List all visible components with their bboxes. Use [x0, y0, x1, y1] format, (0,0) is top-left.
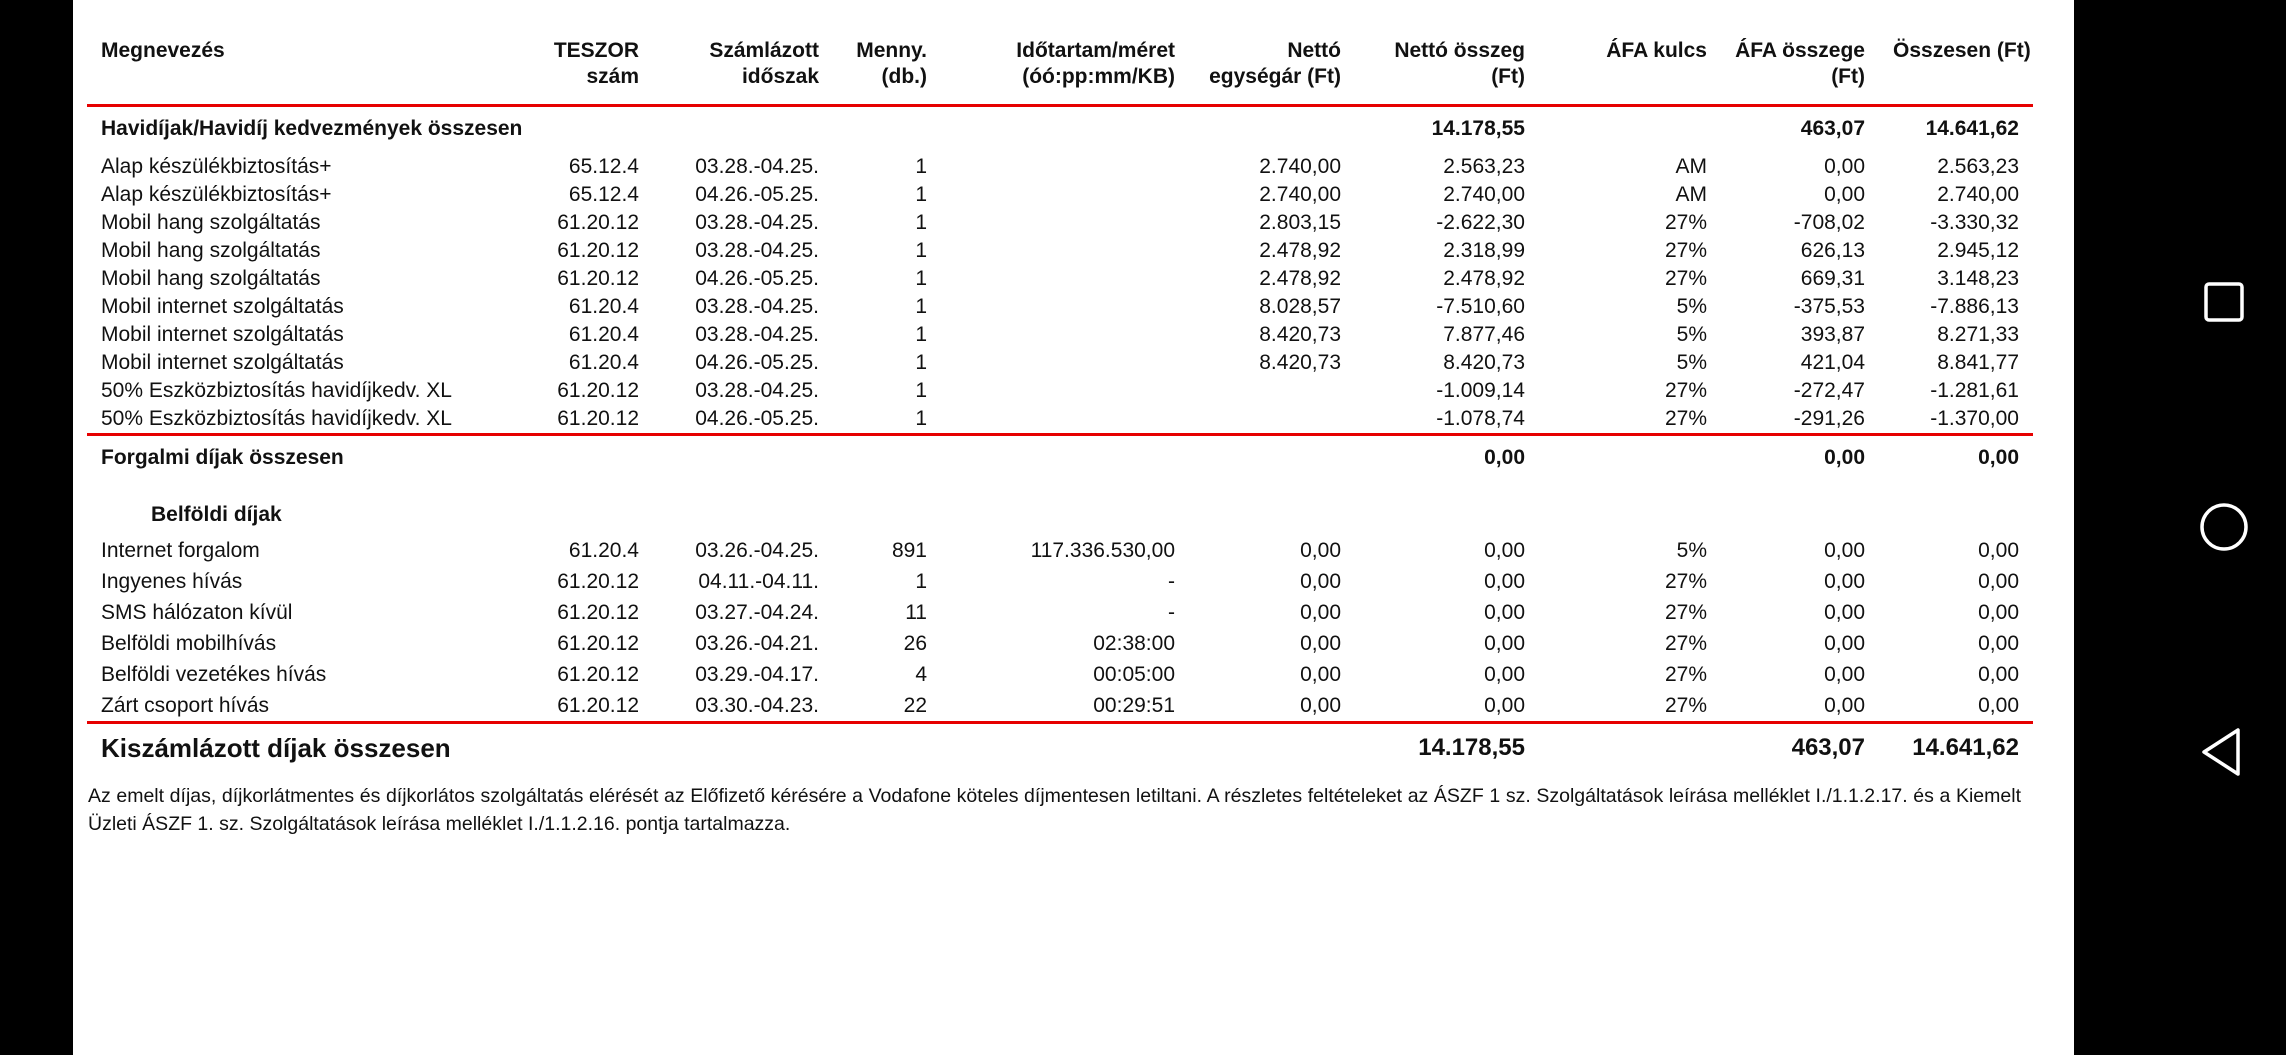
cell-teszor: 61.20.4 — [568, 322, 639, 346]
cell-quantity: 1 — [915, 266, 927, 290]
cell-duration: 00:29:51 — [1093, 693, 1175, 717]
cell-quantity: 26 — [903, 631, 927, 655]
recent-apps-icon — [2192, 270, 2256, 334]
cell-quantity: 1 — [915, 378, 927, 402]
cell-total: 0,00 — [1978, 600, 2019, 624]
cell-net: 2.478,92 — [1443, 266, 1525, 290]
cell-name: Mobil hang szolgáltatás — [101, 210, 321, 234]
cell-unit-price: 2.803,15 — [1259, 210, 1341, 234]
traffic-fees-total-row — [87, 436, 2033, 482]
col-header-name: Megnevezés — [101, 39, 225, 62]
table-row — [87, 349, 2033, 377]
cell-net: 0,00 — [1484, 600, 1525, 624]
grand-total-row-vat: 463,07 — [1791, 733, 1865, 761]
cell-unit-price: 0,00 — [1300, 662, 1341, 686]
cell-quantity: 1 — [915, 350, 927, 374]
traffic-fees-total-row-net: 0,00 — [1484, 445, 1525, 469]
footnote-text: Az emelt díjas, díjkorlátmentes és díjkorlátos szolgáltatás elérését az Előfizető kérésére a Vodafone köteles díjmentesen letiltani. A részletes feltételeket az ÁSZF 1 sz. Szolgáltatások leírása melléklet I./1.1.2.17. és a Kiemelt Üzleti ÁSZF 1. sz. Szolgáltatások leírása melléklet I./1.1.2.16. pontja tartalmazza. — [88, 785, 2021, 835]
cell-vat-rate: 5% — [1676, 538, 1707, 562]
cell-net: 7.877,46 — [1443, 322, 1525, 346]
cell-quantity: 1 — [915, 406, 927, 430]
cell-unit-price: 8.028,57 — [1259, 294, 1341, 318]
cell-vat-rate: 5% — [1676, 350, 1707, 374]
cell-teszor: 65.12.4 — [568, 182, 639, 206]
cell-total: 2.945,12 — [1937, 238, 2019, 262]
cell-vat: 0,00 — [1824, 538, 1865, 562]
traffic-fees-total-row-label: Forgalmi díjak összesen — [101, 445, 344, 469]
cell-vat: 0,00 — [1824, 182, 1865, 206]
cell-name: Alap készülékbiztosítás+ — [101, 154, 332, 178]
table-row — [87, 597, 2033, 628]
cell-unit-price: 2.478,92 — [1259, 238, 1341, 262]
cell-vat: -272,47 — [1793, 378, 1865, 402]
cell-vat: 0,00 — [1824, 600, 1865, 624]
monthly-fees-total-label: Havidíjak/Havidíj kedvezmények összesen — [101, 117, 523, 140]
invoice-table — [87, 22, 2033, 770]
cell-name: Mobil internet szolgáltatás — [101, 294, 344, 318]
cell-duration — [941, 209, 1189, 237]
cell-net: 2.563,23 — [1443, 154, 1525, 178]
cell-period: 03.26.-04.21. — [695, 631, 819, 655]
cell-vat-rate: 27% — [1664, 238, 1707, 262]
cell-duration — [941, 377, 1189, 405]
cell-teszor: 61.20.4 — [568, 350, 639, 374]
cell-quantity: 1 — [915, 238, 927, 262]
table-row — [87, 628, 2033, 659]
cell-total: -7.886,13 — [1930, 294, 2019, 318]
cell-duration: 00:05:00 — [1093, 662, 1175, 686]
cell-unit-price: 2.740,00 — [1259, 182, 1341, 206]
cell-name: Alap készülékbiztosítás+ — [101, 182, 332, 206]
cell-name: 50% Eszközbiztosítás havidíjkedv. XL — [101, 378, 452, 402]
cell-unit-price: 8.420,73 — [1259, 350, 1341, 374]
col-header-net-amount: Nettó összeg (Ft) — [1394, 39, 1525, 88]
cell-vat: 393,87 — [1800, 322, 1865, 346]
traffic-fees-total-row-empty — [1539, 436, 1721, 482]
cell-teszor: 65.12.4 — [568, 154, 639, 178]
cell-vat: -708,02 — [1793, 210, 1865, 234]
cell-unit-price: 0,00 — [1300, 631, 1341, 655]
col-header-duration: Időtartam/méret (óó:pp:mm/KB) — [1016, 39, 1175, 88]
cell-unit-price: 0,00 — [1300, 600, 1341, 624]
cell-vat-rate: 27% — [1664, 600, 1707, 624]
cell-unit-price — [1189, 405, 1355, 435]
cell-teszor: 61.20.12 — [557, 631, 639, 655]
grand-total-row-label: Kiszámlázott díjak összesen — [101, 732, 451, 763]
monthly-fees-total-sum: 14.641,62 — [1925, 117, 2019, 140]
cell-total: 2.740,00 — [1937, 182, 2019, 206]
table-row — [87, 237, 2033, 265]
cell-duration — [941, 153, 1189, 181]
cell-duration — [941, 405, 1189, 435]
monthly-fees-total-vat: 463,07 — [1800, 117, 1865, 140]
cell-quantity: 1 — [915, 569, 927, 593]
cell-teszor: 61.20.12 — [557, 238, 639, 262]
cell-name: Mobil internet szolgáltatás — [101, 350, 344, 374]
cell-total: 3.148,23 — [1937, 266, 2019, 290]
cell-teszor: 61.20.12 — [557, 569, 639, 593]
cell-teszor: 61.20.12 — [557, 406, 639, 430]
cell-period: 04.11.-04.11. — [698, 569, 819, 593]
cell-net: 0,00 — [1484, 569, 1525, 593]
home-button[interactable] — [2192, 495, 2256, 559]
cell-unit-price: 8.420,73 — [1259, 322, 1341, 346]
col-header-unit-price: Nettó egységár (Ft) — [1209, 39, 1341, 88]
cell-vat-rate: 27% — [1664, 569, 1707, 593]
cell-net: -1.009,14 — [1436, 378, 1525, 402]
table-row — [87, 690, 2033, 723]
cell-period: 03.28.-04.25. — [695, 294, 819, 318]
cell-vat: 421,04 — [1800, 350, 1865, 374]
cell-vat: 0,00 — [1824, 662, 1865, 686]
cell-unit-price: 0,00 — [1300, 569, 1341, 593]
col-header-vat-rate: ÁFA kulcs — [1606, 39, 1707, 62]
cell-net: 0,00 — [1484, 693, 1525, 717]
cell-quantity: 11 — [905, 600, 927, 624]
cell-unit-price: 2.478,92 — [1259, 266, 1341, 290]
cell-net: -1.078,74 — [1436, 406, 1525, 430]
col-header-vat-amount: ÁFA összege (Ft) — [1735, 39, 1865, 88]
cell-quantity: 1 — [915, 322, 927, 346]
cell-quantity: 1 — [915, 210, 927, 234]
back-button[interactable] — [2192, 720, 2256, 784]
cell-vat-rate: 27% — [1664, 693, 1707, 717]
cell-quantity: 4 — [915, 662, 927, 686]
cell-name: 50% Eszközbiztosítás havidíjkedv. XL — [101, 406, 452, 430]
cell-duration — [941, 237, 1189, 265]
cell-period: 04.26.-05.25. — [695, 182, 819, 206]
table-row — [87, 181, 2033, 209]
cell-unit-price — [1189, 377, 1355, 405]
traffic-fees-total-row-sum: 0,00 — [1978, 445, 2019, 469]
cell-name: Belföldi vezetékes hívás — [101, 662, 327, 686]
cell-total: 0,00 — [1978, 693, 2019, 717]
cell-duration: - — [1168, 569, 1175, 593]
cell-period: 03.28.-04.25. — [695, 210, 819, 234]
table-row — [87, 659, 2033, 690]
cell-total: 2.563,23 — [1937, 154, 2019, 178]
cell-total: 0,00 — [1978, 662, 2019, 686]
cell-vat-rate: AM — [1675, 154, 1707, 178]
grand-total-row-sum: 14.641,62 — [1912, 733, 2019, 761]
table-row — [87, 265, 2033, 293]
cell-teszor: 61.20.12 — [557, 266, 639, 290]
table-header-row — [87, 22, 2033, 106]
cell-vat: 0,00 — [1824, 569, 1865, 593]
cell-vat-rate: 5% — [1676, 294, 1707, 318]
table-row — [87, 405, 2033, 435]
col-header-teszor: TESZOR szám — [553, 39, 639, 88]
back-icon — [2192, 720, 2256, 784]
cell-name: Ingyenes hívás — [101, 569, 243, 593]
cell-teszor: 61.20.12 — [557, 378, 639, 402]
cell-name: SMS hálózaton kívül — [101, 600, 293, 624]
cell-vat: 669,31 — [1800, 266, 1865, 290]
invoice-table-body — [87, 106, 2033, 770]
cell-duration: 117.336.530,00 — [1030, 538, 1175, 562]
monthly-fees-total-net: 14.178,55 — [1431, 117, 1525, 140]
table-row — [87, 153, 2033, 181]
cell-duration — [941, 265, 1189, 293]
cell-vat: 626,13 — [1800, 238, 1865, 262]
cell-quantity: 1 — [915, 154, 927, 178]
cell-net: 0,00 — [1484, 662, 1525, 686]
cell-vat-rate: 27% — [1664, 266, 1707, 290]
col-header-total: Összesen (Ft) — [1893, 39, 2031, 62]
cell-teszor: 61.20.12 — [557, 693, 639, 717]
cell-total: -1.370,00 — [1930, 406, 2019, 430]
cell-duration: - — [1168, 600, 1175, 624]
grand-total-row-empty — [1539, 724, 1721, 770]
cell-vat: -375,53 — [1793, 294, 1865, 318]
cell-total: 8.841,77 — [1937, 350, 2019, 374]
cell-teszor: 61.20.4 — [568, 538, 639, 562]
cell-total: 8.271,33 — [1937, 322, 2019, 346]
cell-net: 2.318,99 — [1443, 238, 1525, 262]
col-header-quantity: Menny. (db.) — [856, 39, 927, 88]
cell-period: 04.26.-05.25. — [695, 266, 819, 290]
cell-vat-rate: AM — [1675, 182, 1707, 206]
cell-unit-price: 2.740,00 — [1259, 154, 1341, 178]
cell-duration — [941, 293, 1189, 321]
domestic-fees-group-row — [87, 481, 2033, 535]
table-row — [87, 535, 2033, 566]
table-row — [87, 377, 2033, 405]
cell-period: 03.28.-04.25. — [695, 238, 819, 262]
cell-quantity: 1 — [915, 294, 927, 318]
cell-name: Zárt csoport hívás — [101, 693, 270, 717]
domestic-fees-heading: Belföldi díjak — [151, 503, 282, 526]
cell-period: 03.29.-04.17. — [695, 662, 819, 686]
cell-total: 0,00 — [1978, 631, 2019, 655]
cell-vat-rate: 27% — [1664, 378, 1707, 402]
table-row — [87, 209, 2033, 237]
cell-name: Internet forgalom — [101, 538, 260, 562]
cell-teszor: 61.20.12 — [557, 662, 639, 686]
invoice-page — [73, 0, 2074, 1055]
cell-duration — [941, 321, 1189, 349]
cell-unit-price: 0,00 — [1300, 693, 1341, 717]
cell-net: 2.740,00 — [1443, 182, 1525, 206]
cell-period: 04.26.-05.25. — [695, 350, 819, 374]
cell-vat: 0,00 — [1824, 154, 1865, 178]
col-header-period: Számlázott időszak — [709, 39, 819, 88]
cell-net: 0,00 — [1484, 538, 1525, 562]
cell-period: 03.30.-04.23. — [695, 693, 819, 717]
cell-period: 03.28.-04.25. — [695, 322, 819, 346]
cell-name: Mobil hang szolgáltatás — [101, 266, 321, 290]
cell-net: 0,00 — [1484, 631, 1525, 655]
cell-name: Mobil hang szolgáltatás — [101, 238, 321, 262]
grand-total-row-net: 14.178,55 — [1418, 733, 1525, 761]
cell-period: 03.28.-04.25. — [695, 378, 819, 402]
cell-total: 0,00 — [1978, 569, 2019, 593]
cell-vat: 0,00 — [1824, 693, 1865, 717]
cell-total: -1.281,61 — [1930, 378, 2019, 402]
table-row — [87, 293, 2033, 321]
cell-duration — [941, 349, 1189, 377]
cell-name: Mobil internet szolgáltatás — [101, 322, 344, 346]
cell-name: Belföldi mobilhívás — [101, 631, 277, 655]
cell-vat-rate: 27% — [1664, 210, 1707, 234]
recent-apps-button[interactable] — [2192, 270, 2256, 334]
cell-quantity: 22 — [903, 693, 927, 717]
cell-teszor: 61.20.4 — [568, 294, 639, 318]
cell-total: -3.330,32 — [1930, 210, 2019, 234]
table-row — [87, 321, 2033, 349]
cell-vat-rate: 5% — [1676, 322, 1707, 346]
cell-duration: 02:38:00 — [1093, 631, 1175, 655]
cell-net: -7.510,60 — [1436, 294, 1525, 318]
cell-teszor: 61.20.12 — [557, 600, 639, 624]
grand-total-row — [87, 724, 2033, 770]
traffic-fees-total-row-vat: 0,00 — [1824, 445, 1865, 469]
table-row — [87, 566, 2033, 597]
cell-period: 04.26.-05.25. — [695, 406, 819, 430]
cell-vat: 0,00 — [1824, 631, 1865, 655]
cell-net: -2.622,30 — [1436, 210, 1525, 234]
cell-vat: -291,26 — [1793, 406, 1865, 430]
cell-teszor: 61.20.12 — [557, 210, 639, 234]
cell-net: 8.420,73 — [1443, 350, 1525, 374]
cell-duration — [941, 181, 1189, 209]
cell-period: 03.27.-04.24. — [695, 600, 819, 624]
cell-vat-rate: 27% — [1664, 662, 1707, 686]
cell-vat-rate: 27% — [1664, 631, 1707, 655]
cell-vat-rate: 27% — [1664, 406, 1707, 430]
cell-period: 03.26.-04.25. — [695, 538, 819, 562]
cell-total: 0,00 — [1978, 538, 2019, 562]
cell-quantity: 1 — [915, 182, 927, 206]
home-icon — [2192, 495, 2256, 559]
cell-period: 03.28.-04.25. — [695, 154, 819, 178]
monthly-fees-total-row — [87, 107, 2033, 153]
cell-unit-price: 0,00 — [1300, 538, 1341, 562]
cell-quantity: 891 — [891, 538, 927, 562]
